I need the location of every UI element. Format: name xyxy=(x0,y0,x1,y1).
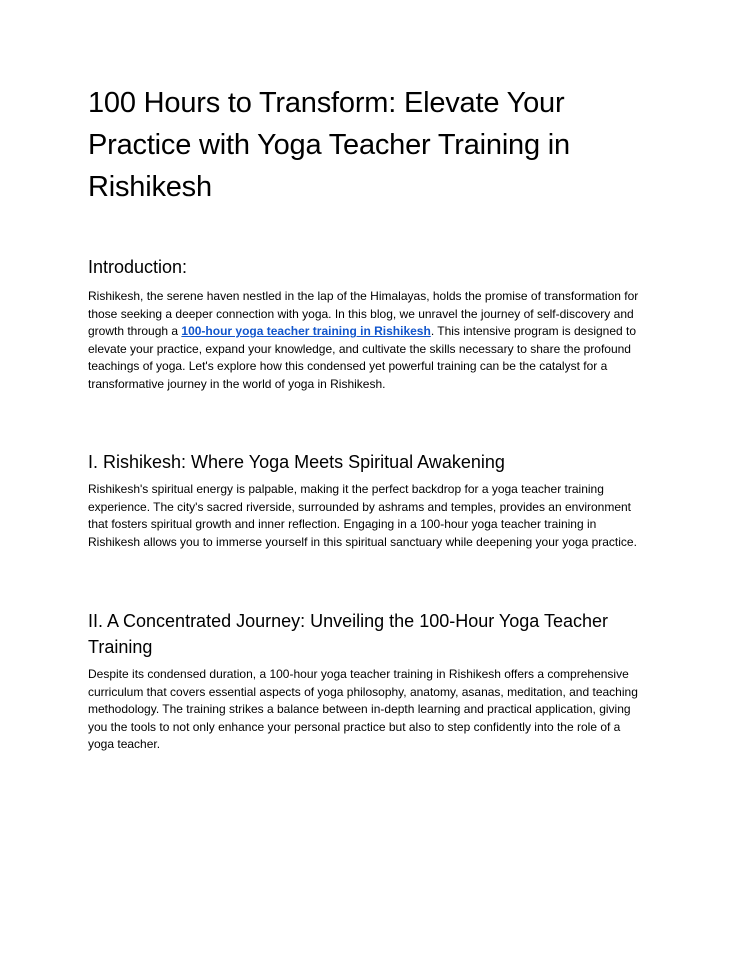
section-concentrated-journey xyxy=(88,608,648,754)
introduction-text-after-link: . This intensive program is designed to elevate your practice, expand your knowledge, and cultivate the skills necessary to share the profound teachings of yoga. Let's explore how this condensed yet powerful training can be the catalyst for a transformative journey in the world of yoga in Rishikesh. xyxy=(88,324,637,391)
section-rishikesh xyxy=(88,449,648,551)
document-title: 100 Hours to Transform: Elevate Your Practice with Yoga Teacher Training in Rishikesh xyxy=(88,87,570,203)
introduction-heading: Introduction: xyxy=(88,257,188,277)
training-link[interactable]: 100-hour yoga teacher training in Rishikesh xyxy=(181,324,431,339)
introduction-paragraph xyxy=(88,288,648,394)
section-one-paragraph: Rishikesh's spiritual energy is palpable, making it the perfect backdrop for a yoga teacher training experience. The city's sacred riverside, surrounded by ashrams and temples, provides an environment that fosters spiritual growth and inner reflection. Engaging in a 100-hour yoga teacher training in Rishikesh allows you to immerse yourself in this spiritual sanctuary while deepening your yoga practice. xyxy=(88,482,637,549)
section-two-heading: II. A Concentrated Journey: Unveiling the 100-Hour Yoga Teacher Training xyxy=(88,611,609,657)
section-introduction xyxy=(88,254,648,394)
introduction-text-before-link: Rishikesh, the serene haven nestled in the lap of the Himalayas, holds the promise of transformation for those seeking a deeper connection with yoga. In this blog, we unravel the journey of self-discovery and growth through a xyxy=(88,289,639,339)
section-two-paragraph: Despite its condensed duration, a 100-hour yoga teacher training in Rishikesh offers a comprehensive curriculum that covers essential aspects of yoga philosophy, anatomy, asanas, meditation, and teaching methodology. The training strikes a balance between in-depth learning and practical application, giving you the tools to not only enhance your personal practice but also to step confidently into the role of a yoga teacher. xyxy=(88,667,638,752)
section-one-heading: I. Rishikesh: Where Yoga Meets Spiritual Awakening xyxy=(88,452,505,472)
